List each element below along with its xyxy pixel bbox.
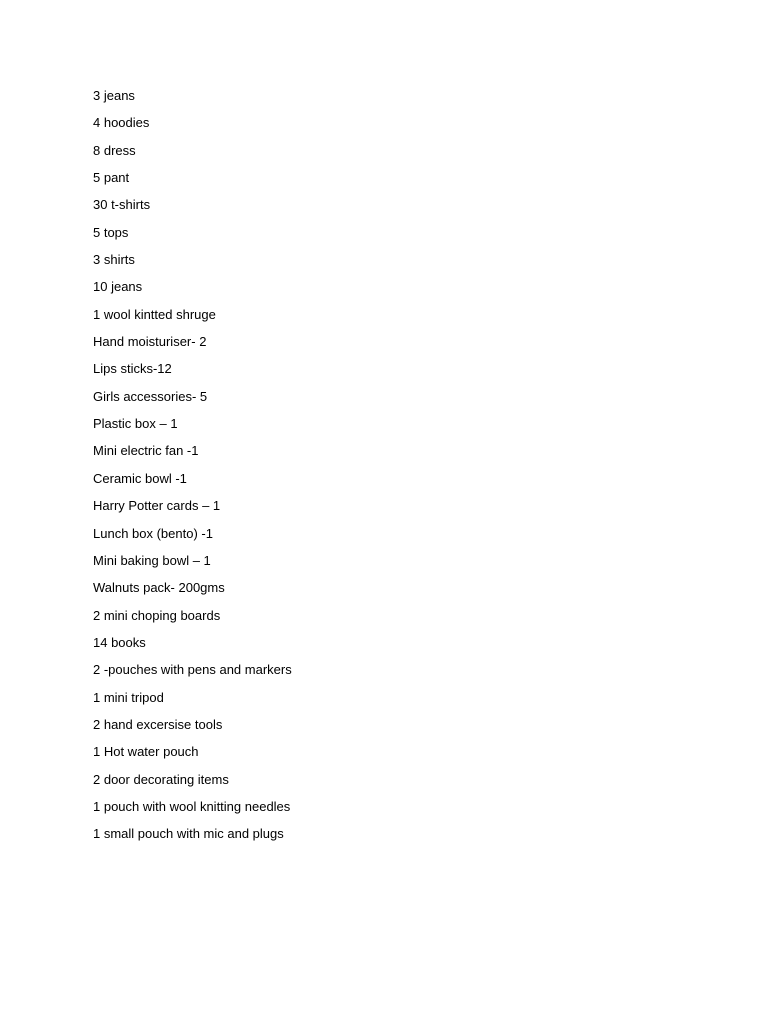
list-item: 8 dress — [93, 142, 136, 158]
list-item: Ceramic bowl -1 — [93, 470, 187, 486]
list-item: 2 -pouches with pens and markers — [93, 662, 292, 678]
list-item: 2 hand excersise tools — [93, 716, 223, 732]
list-item: 1 small pouch with mic and plugs — [93, 826, 284, 842]
list-item: 5 pant — [93, 170, 130, 186]
list-item: Mini baking bowl – 1 — [93, 552, 211, 568]
list-item: 3 jeans — [93, 88, 135, 103]
list-item: 14 books — [93, 634, 146, 650]
list-item: 30 t-shirts — [93, 197, 151, 213]
list-item: Lips sticks-12 — [93, 361, 172, 377]
list-item: Hand moisturiser- 2 — [93, 334, 207, 350]
list-item: 2 door decorating items — [93, 771, 229, 787]
list-item: 2 mini choping boards — [93, 607, 221, 623]
list-item: 10 jeans — [93, 279, 143, 295]
list-item: 1 pouch with wool knitting needles — [93, 798, 291, 814]
list-item: Lunch box (bento) -1 — [93, 525, 213, 541]
list-item: Plastic box – 1 — [93, 416, 178, 432]
list-item: 1 mini tripod — [93, 689, 164, 705]
list-item: Harry Potter cards – 1 — [93, 498, 221, 514]
list-item: 1 Hot water pouch — [93, 744, 199, 760]
list-item: 4 hoodies — [93, 115, 150, 131]
item-list — [93, 87, 292, 853]
list-item: Mini electric fan -1 — [93, 443, 199, 459]
list-item: 1 wool kintted shruge — [93, 306, 216, 322]
list-item: Girls accessories- 5 — [93, 388, 208, 404]
list-item: Walnuts pack- 200gms — [93, 580, 225, 596]
list-item: 5 tops — [93, 224, 129, 240]
list-item: 3 shirts — [93, 252, 135, 268]
